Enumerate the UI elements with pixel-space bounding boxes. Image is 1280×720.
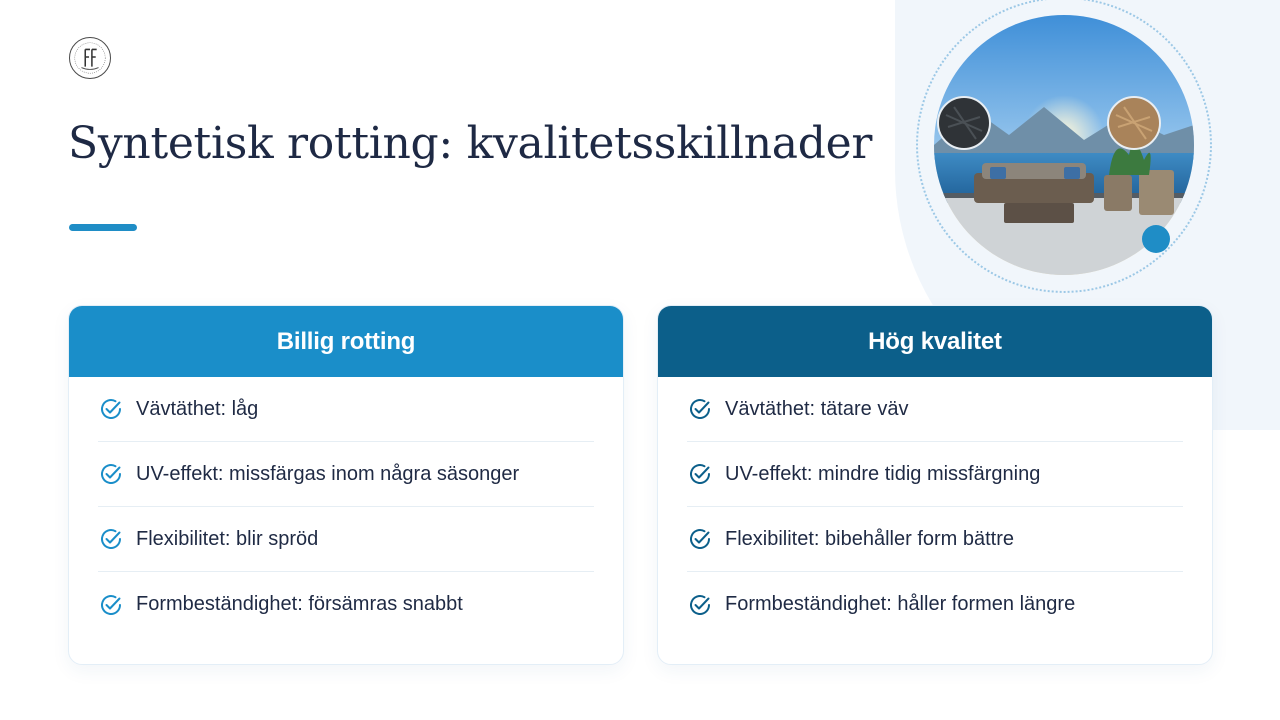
list-item	[687, 377, 1183, 442]
list-item	[687, 507, 1183, 572]
check-circle-icon	[98, 526, 124, 552]
list-item-text: Flexibilitet: blir spröd	[136, 527, 319, 550]
card-header: Hög kvalitet	[658, 306, 1212, 377]
card-item-list	[658, 377, 1212, 637]
list-item-text: Formbeständighet: försämras snabbt	[136, 593, 463, 615]
logo	[69, 37, 111, 79]
card-header: Billig rotting	[69, 306, 623, 377]
list-item	[98, 377, 594, 442]
check-circle-icon	[687, 592, 713, 618]
list-item-text: Flexibilitet: bibehåller form bättre	[725, 527, 1015, 550]
list-item	[687, 442, 1183, 507]
list-item-text: UV-effekt: missfärgas inom några säsonger	[136, 462, 520, 485]
card-item-list	[69, 377, 623, 637]
hero-image	[934, 15, 1194, 275]
list-item	[98, 572, 594, 637]
list-item-text: Vävtäthet: tätare väv	[725, 397, 909, 420]
check-circle-icon	[687, 396, 713, 422]
check-circle-icon	[687, 461, 713, 487]
seal-logo-icon	[70, 38, 110, 78]
accent-dot	[1142, 225, 1170, 253]
check-circle-icon	[98, 592, 124, 618]
check-circle-icon	[687, 526, 713, 552]
list-item	[687, 572, 1183, 637]
check-circle-icon	[98, 461, 124, 487]
card-high-quality	[657, 305, 1213, 665]
list-item-text: UV-effekt: mindre tidig missfärgning	[725, 462, 1041, 485]
check-circle-icon	[98, 396, 124, 422]
list-item-text: Formbeständighet: håller formen längre	[725, 593, 1076, 615]
list-item	[98, 507, 594, 572]
title-underline	[69, 224, 137, 231]
card-budget-rattan	[68, 305, 624, 665]
page-title: Syntetisk rotting: kvalitetsskillnader	[68, 118, 873, 169]
list-item-text: Vävtäthet: låg	[136, 397, 259, 420]
list-item	[98, 442, 594, 507]
